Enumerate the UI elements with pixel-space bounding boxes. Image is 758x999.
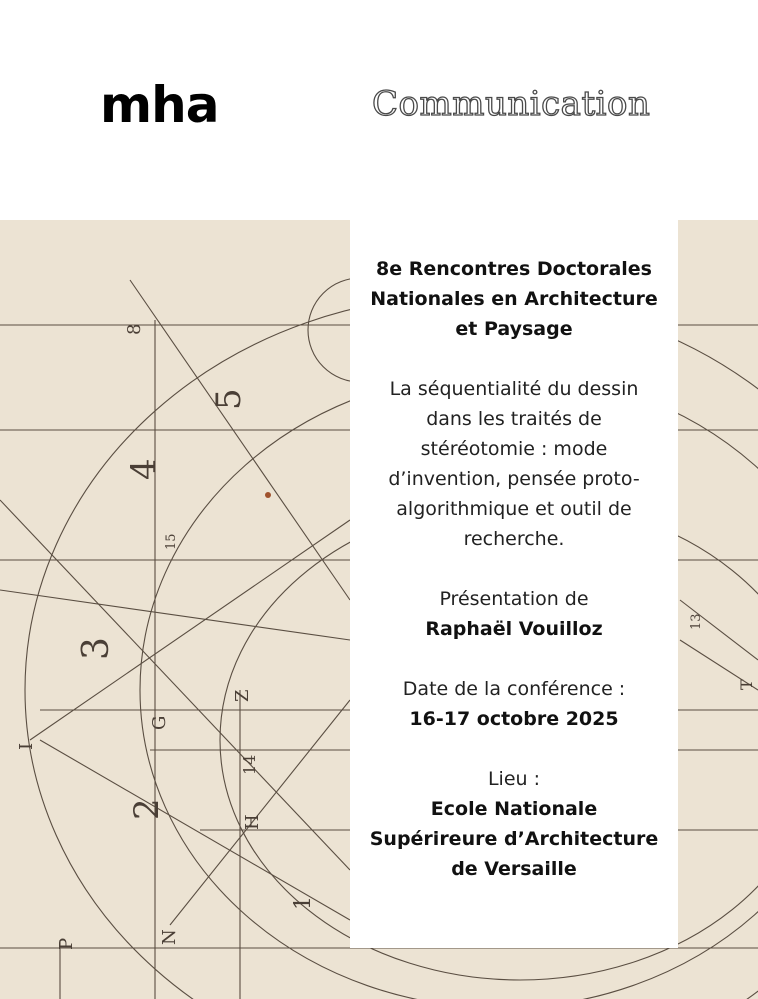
presenter-block (368, 584, 660, 644)
date-label: Date de la conférence : (402, 678, 626, 700)
svg-text:P: P (56, 937, 77, 950)
place-label: Lieu : (487, 768, 541, 790)
logo: mha (100, 76, 219, 134)
svg-text:Z: Z (232, 689, 253, 702)
svg-text:8: 8 (124, 323, 145, 335)
svg-text:13: 13 (689, 613, 704, 630)
svg-text:15: 15 (164, 533, 179, 550)
svg-text:14: 14 (240, 754, 259, 775)
event-title: 8e Rencontres Doctorales Nationales en Architecture et Paysage (370, 258, 658, 340)
svg-text:1: 1 (291, 896, 316, 910)
svg-text:T: T (737, 679, 756, 690)
place-block (368, 764, 660, 884)
event-card (350, 220, 678, 948)
section-title: Communication (372, 84, 651, 124)
svg-text:5: 5 (209, 388, 249, 410)
svg-text:I: I (16, 742, 37, 750)
svg-text:H: H (242, 814, 263, 830)
svg-text:3: 3 (76, 637, 117, 660)
presenter-name: Raphaël Vouilloz (425, 618, 603, 640)
talk-title: La séquentialité du dessin dans les traités de stéréotomie : mode d’invention, pensée proto-algorithmique et outil de recherche. (388, 378, 640, 550)
svg-text:N: N (159, 929, 180, 945)
presenter-label: Présentation de (439, 588, 589, 610)
svg-text:2: 2 (127, 798, 167, 820)
date-value: 16-17 octobre 2025 (409, 708, 619, 730)
place-value: Ecole Nationale Supérireure d’Architecture de Versaille (369, 798, 659, 880)
svg-text:4: 4 (124, 458, 164, 480)
date-block (368, 674, 660, 734)
svg-text:G: G (149, 715, 170, 730)
